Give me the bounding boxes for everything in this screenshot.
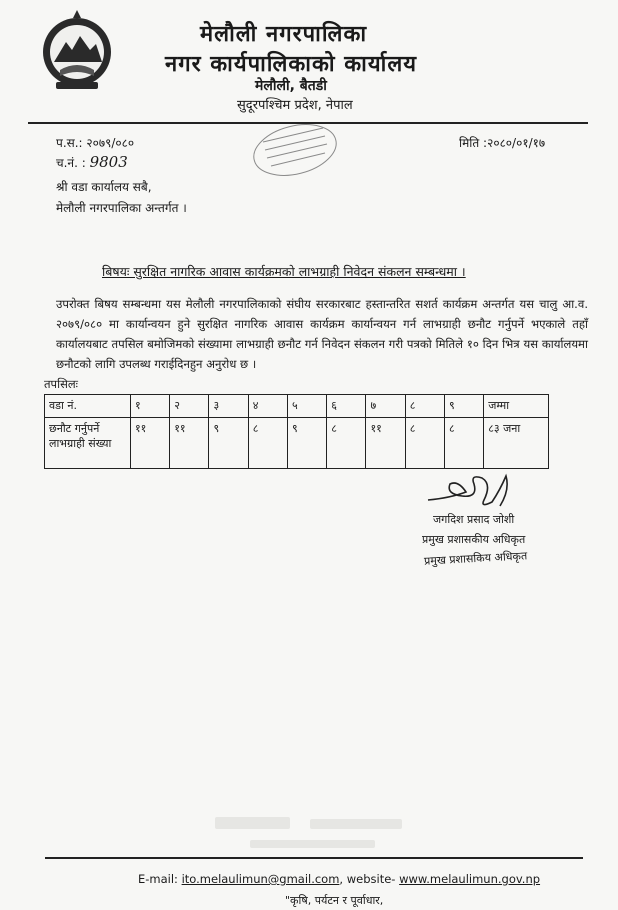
email-label: E-mail: — [138, 872, 182, 886]
dispatch-number — [56, 153, 128, 171]
count-cell: ८ — [248, 418, 287, 469]
signatory-name: जगदिश प्रसाद जोशी — [433, 513, 515, 526]
ward-number-cell: २ — [170, 395, 209, 418]
total-header-cell: जम्मा — [484, 395, 549, 418]
ward-number-cell: ५ — [287, 395, 326, 418]
count-cell: ९ — [209, 418, 248, 469]
count-cell: ११ — [130, 418, 169, 469]
signatory-stamp-title: प्रमुख प्रशासकिय अधिकृत — [423, 549, 528, 568]
website-label: , website- — [339, 872, 400, 886]
letter-subject: बिषयः सुरक्षित नागरिक आवास कार्यक्रमको लाभग्राही निवेदन संकलन सम्बन्धमा । — [102, 264, 466, 279]
org-name: मेलौली नगरपालिका — [200, 22, 368, 47]
signatory-title: प्रमुख प्रशासकीय अधिकृत — [422, 533, 526, 546]
nepal-emblem-icon — [40, 10, 114, 94]
count-cell: ९ — [287, 418, 326, 469]
footer-slogan: "कृषि, पर्यटन र पूर्वाधार, — [285, 894, 384, 907]
reference-number: प.स.: २०७९/०८० — [56, 136, 135, 150]
letter-body: उपरोक्त बिषय सम्बन्धमा यस मेलौली नगरपालिकाको संघीय सरकारबाट हस्तान्तरित सशर्त कार्यक्रम अन्तर्गत यस चालु आ.व. २०७९/०८० मा कार्यान्वयन हुने सुरक्षित नागरिक आवास कार्यक्रम कार्यान्वयन गर्न लाभग्राही छनौट गर्नुपर्ने भएकाले तहाँ कार्यालयबाट तपसिल बमोजिमको संख्यामा लाभग्राही छनौट गर्न निवेदन संकलन गरी पत्रको मितिले १० दिन भित्र यस कार्यालयमा छनौटको लागि उपलब्ध गराईदिनहुन अनुरोध छ । — [56, 297, 588, 371]
org-office: नगर कार्यपालिकाको कार्यालय — [165, 52, 417, 77]
table-row — [45, 418, 549, 469]
office-stamp-icon — [245, 120, 345, 180]
ward-number-cell: ६ — [327, 395, 366, 418]
count-cell: ८ — [405, 418, 444, 469]
ward-number-cell: ४ — [248, 395, 287, 418]
ward-number-cell: ९ — [444, 395, 483, 418]
website-link[interactable]: www.melaulimun.gov.np — [399, 872, 541, 886]
count-cell: ८ — [327, 418, 366, 469]
org-address: मेलौली, बैतडी — [255, 78, 327, 94]
dispatch-value: 9803 — [89, 153, 128, 171]
show-through-mark — [250, 840, 375, 848]
footer-divider — [45, 857, 583, 859]
show-through-mark — [215, 817, 290, 829]
recipient-line-2: मेलौली नगरपालिका अन्तर्गत । — [56, 201, 187, 215]
show-through-mark — [310, 819, 402, 829]
table-header-row — [45, 395, 549, 418]
signature-icon — [420, 470, 520, 512]
ward-header-cell: वडा नं. — [45, 395, 131, 418]
beneficiary-table — [44, 394, 549, 469]
ward-number-cell: ७ — [366, 395, 405, 418]
dispatch-label: च.नं. : — [56, 156, 90, 170]
table-label: तपसिलः — [44, 377, 78, 391]
row-label-cell: छनौट गर्नुपर्ने लाभग्राही संख्या — [45, 418, 131, 469]
count-cell: ११ — [170, 418, 209, 469]
letter-date: मिति :२०८०/०१/१७ — [459, 136, 546, 150]
ward-number-cell: ३ — [209, 395, 248, 418]
footer-contact — [138, 872, 540, 886]
ward-number-cell: ८ — [405, 395, 444, 418]
total-cell: ८३ जना — [484, 418, 549, 469]
recipient-line-1: श्री वडा कार्यालय सबै, — [56, 180, 152, 194]
count-cell: ८ — [444, 418, 483, 469]
ward-number-cell: १ — [130, 395, 169, 418]
count-cell: ११ — [366, 418, 405, 469]
email-link[interactable]: ito.melaulimun@gmail.com — [181, 872, 340, 886]
org-province: सुदूरपश्चिम प्रदेश, नेपाल — [237, 98, 353, 113]
